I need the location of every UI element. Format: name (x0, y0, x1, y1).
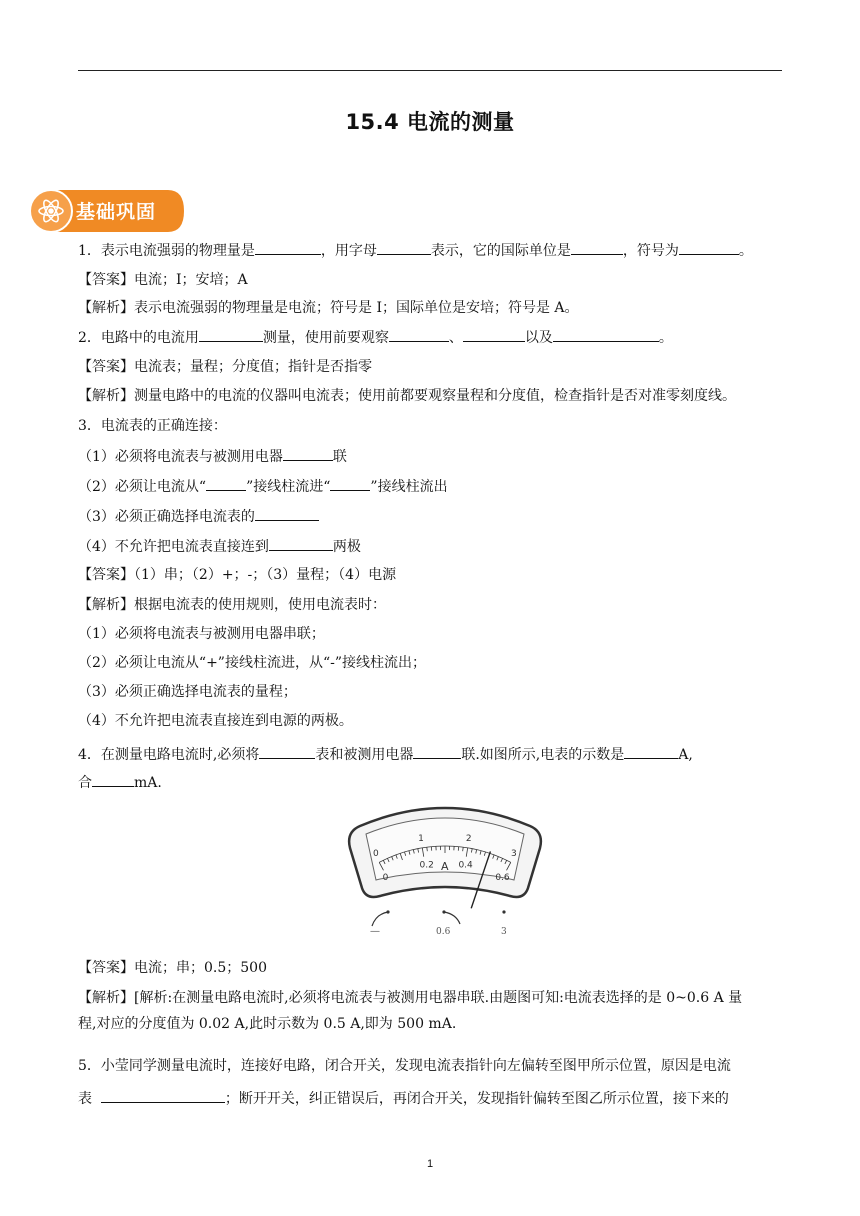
analysis-2: 【解析】测量电路中的电流的仪器叫电流表；使用前都要观察量程和分度值，检查指针是否对准零刻度线。 (78, 388, 736, 404)
question-3-part-4: （4）不允许把电流表直接连到 两极 (78, 536, 788, 557)
scale-label-lower: 0 (382, 873, 389, 884)
answer-blank (624, 744, 678, 759)
answer-blank (259, 744, 315, 759)
analysis-4-line-1: 【解析】[解析:在测量电路电流时,必须将电流表与被测用电器串联.由题图可知:电流表选择的是 0~0.6 A 量 (78, 990, 743, 1006)
scale-label-lower: 0.4 (458, 860, 473, 871)
question-4-continued: 合 mA. (78, 772, 788, 793)
analysis-3-line-3: （3）必须正确选择电流表的量程； (78, 684, 297, 700)
answer-blank (571, 240, 623, 255)
scale-label-upper: 3 (511, 849, 517, 860)
question-3-part-1: （1）必须将电流表与被测用电器 联 (78, 446, 788, 467)
answer-blank (199, 327, 263, 342)
answer-blank (463, 327, 525, 342)
answer-blank (283, 446, 333, 461)
answer-blank (101, 1088, 225, 1103)
ammeter-figure (340, 796, 550, 936)
answer-blank (413, 744, 461, 759)
answer-blank (553, 327, 659, 342)
answer-blank (269, 536, 333, 551)
analysis-3-line-4: （4）不允许把电流表直接连到电源的两极。 (78, 713, 353, 729)
answer-blank (377, 240, 431, 255)
question-5-continued: 表 ；断开开关，纠正错误后，再闭合开关，发现指针偏转至图乙所示位置，接下来的 (78, 1088, 788, 1109)
answer-2: 【答案】电流表；量程；分度值；指针是否指零 (78, 359, 372, 375)
question-3-part-2: （2）必须让电流从“ ”接线柱流进“ ”接线柱流出 (78, 476, 788, 497)
terminal-3 (502, 910, 505, 913)
terminal-0.6 (444, 912, 460, 924)
scale-label-lower: 0.6 (495, 873, 510, 884)
page-number: 1 (426, 1158, 434, 1170)
answer-blank (679, 240, 739, 255)
answer-4: 【答案】电流；串；0.5；500 (78, 960, 267, 976)
section-badge-label: 基础巩固 (76, 201, 157, 223)
answer-blank (255, 506, 319, 521)
section-badge (28, 188, 185, 234)
question-2: 2．电路中的电流用 测量，使用前要观察 、 以及 。 (78, 327, 788, 348)
question-1: 1．表示电流强弱的物理量是 ，用字母 表示，它的国际单位是 ，符号为 。 (78, 240, 788, 261)
answer-blank (330, 476, 370, 491)
scale-tick (427, 847, 428, 851)
header-rule (78, 70, 782, 71)
answer-blank (255, 240, 321, 255)
scale-label-upper: 1 (418, 833, 424, 844)
analysis-3: 【解析】根据电流表的使用规则，使用电流表时： (78, 597, 386, 613)
question-5: 5．小莹同学测量电流时，连接好电路，闭合开关，发现电流表指针向左偏转至图甲所示位置，原因是电流 (78, 1058, 731, 1074)
terminal-label-0.6: 0.6 (436, 927, 451, 936)
analysis-3-line-2: （2）必须让电流从“+”接线柱流进，从“-”接线柱流出； (78, 655, 426, 671)
terminal-negative (372, 912, 388, 926)
page-title: 15.4 电流的测量 (345, 110, 515, 134)
analysis-1: 【解析】表示电流强弱的物理量是电流；符号是 I；国际单位是安培；符号是 A。 (78, 300, 579, 316)
scale-tick (463, 847, 464, 851)
scale-label-lower: 0.2 (419, 860, 434, 871)
terminal-label-negative: — (370, 926, 380, 936)
scale-label-upper: 0 (372, 849, 379, 860)
answer-1: 【答案】电流；I；安培；A (78, 272, 248, 288)
answer-blank (206, 476, 246, 491)
analysis-3-line-1: （1）必须将电流表与被测用电器串联； (78, 626, 325, 642)
question-3-part-3: （3）必须正确选择电流表的 (78, 506, 788, 527)
answer-blank (389, 327, 449, 342)
answer-blank (92, 772, 134, 787)
answer-3: 【答案】（1）串；（2）+；-；（3）量程；（4）电源 (78, 567, 397, 583)
scale-label-upper: 2 (465, 833, 472, 844)
meter-unit: A (441, 860, 449, 873)
terminal-label-3: 3 (501, 927, 507, 936)
ammeter-dial (340, 796, 550, 936)
question-4: 4．在测量电路电流时,必须将 表和被测用电器 联.如图所示,电表的示数是 A, (78, 744, 788, 765)
question-3: 3．电流表的正确连接： (78, 418, 227, 434)
analysis-4-line-2: 程,对应的分度值为 0.02 A,此时示数为 0.5 A,即为 500 mA. (78, 1016, 457, 1032)
